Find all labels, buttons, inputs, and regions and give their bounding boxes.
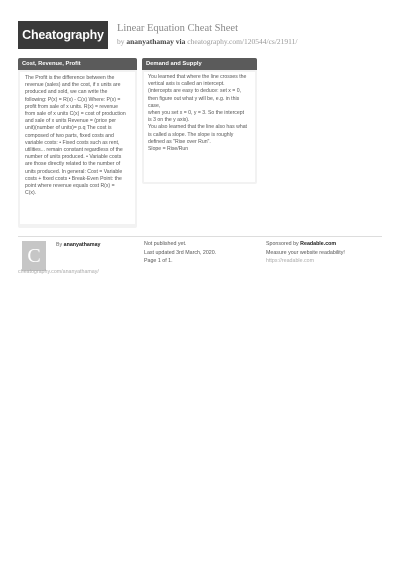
text-line: revenue (sales) and the cost, if x units are bbox=[25, 82, 121, 89]
text-line: costs + fixed costs • Break-Even Point: the bbox=[25, 175, 122, 182]
text-line: following: P(x) = R(x) - C(x) Where: P(x) = bbox=[25, 96, 121, 103]
author-avatar[interactable]: C bbox=[22, 241, 46, 271]
footer-by-label: By bbox=[56, 242, 63, 248]
text-line: from sale of x units C(x) = cost of production bbox=[25, 111, 126, 118]
section-heading: Cost, Revenue, Profit bbox=[18, 58, 137, 70]
sheet-title: Linear Equation Cheat Sheet bbox=[117, 23, 239, 34]
text-line: C(x). bbox=[25, 190, 37, 197]
sponsor-url[interactable]: https://readable.com bbox=[266, 258, 314, 265]
page-count: Page 1 of 1. bbox=[144, 258, 173, 265]
section-demand-supply bbox=[142, 58, 257, 184]
text-line: case, bbox=[148, 102, 161, 109]
published-status: Not published yet. bbox=[144, 241, 187, 247]
text-line: Slope = Rise/Run bbox=[148, 146, 189, 153]
text-line: then figure out what y will be, e.g. in this bbox=[148, 95, 240, 102]
sponsor-tagline: Measure your website readability! bbox=[266, 249, 345, 256]
text-line: is 3 on the y axis). bbox=[148, 117, 190, 124]
section-body bbox=[20, 72, 135, 200]
page-header bbox=[18, 18, 382, 52]
text-line: (intercepts are easy to deduce: set x = 0, bbox=[148, 88, 242, 95]
last-updated: Last updated 3rd March, 2020. bbox=[144, 249, 217, 256]
text-line: and sale of x units Revenue = (price per bbox=[25, 118, 117, 125]
section-box bbox=[144, 72, 255, 182]
footer-meta bbox=[144, 240, 216, 266]
author-link[interactable]: ananyathamay bbox=[126, 37, 174, 46]
footer-author bbox=[56, 242, 100, 248]
text-line: units produced. In general: Cost = Variable bbox=[25, 168, 123, 175]
cheatography-logo[interactable]: Cheatography bbox=[18, 21, 108, 49]
sponsor-line bbox=[266, 240, 345, 249]
text-line: You also learned that the line also has what bbox=[148, 124, 247, 131]
text-line: point where revenue equals cost R(x) = bbox=[25, 183, 115, 190]
text-line: variable costs: • Fixed costs such as rent, bbox=[25, 139, 120, 146]
footer-sponsor bbox=[266, 240, 345, 266]
text-line: defined as "Rise over Run". bbox=[148, 138, 211, 145]
text-line: number of units produced. • Variable costs bbox=[25, 154, 122, 161]
section-cost-revenue-profit bbox=[18, 58, 137, 228]
text-line: produced and sold, we can write the bbox=[25, 89, 108, 96]
text-line: are those directly related to the number of bbox=[25, 161, 121, 168]
page-footer bbox=[18, 236, 382, 282]
text-line: profit from sale of x units. R(x) = revenue bbox=[25, 103, 118, 110]
byline-via: via bbox=[175, 37, 186, 46]
text-line: composed of two parts, fixed costs and bbox=[25, 132, 114, 139]
section-body bbox=[144, 72, 255, 155]
section-heading: Demand and Supply bbox=[142, 58, 257, 70]
text-line: unit)(number of units)= p.q The cost is bbox=[25, 125, 112, 132]
byline bbox=[117, 37, 298, 46]
sponsor-prefix: Sponsored by bbox=[266, 241, 299, 247]
footer-author-link[interactable]: ananyathamay bbox=[63, 242, 101, 248]
text-line: The Profit is the difference between the bbox=[25, 75, 115, 81]
text-line: You learned that where the line crosses the bbox=[148, 74, 247, 80]
section-box bbox=[20, 72, 135, 224]
text-line: vertical axis is called an intercept. bbox=[148, 81, 225, 88]
byline-by: by bbox=[117, 37, 125, 46]
sheet-url[interactable]: cheatography.com/120544/cs/21911/ bbox=[187, 37, 298, 46]
text-line: utilities... remain constant regardless of the bbox=[25, 147, 123, 154]
author-profile-url[interactable]: cheatography.com/ananyathamay/ bbox=[18, 269, 99, 275]
text-line: is called a slope. The slope is roughly bbox=[148, 131, 234, 138]
sponsor-name[interactable]: Readable.com bbox=[300, 241, 337, 247]
text-line: when you set x = 0, y = 3. So the intercept bbox=[148, 110, 245, 117]
